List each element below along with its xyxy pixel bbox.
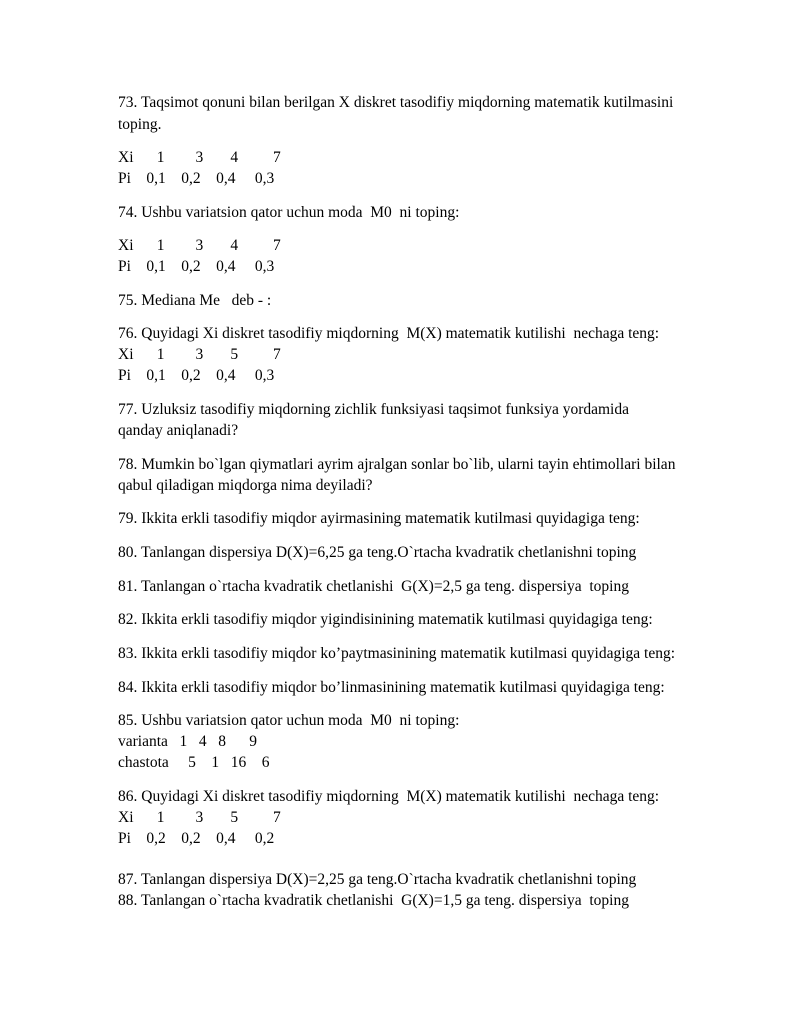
question-82-text: 82. Ikkita erkli tasodifiy miqdor yigindisinining matematik kutilmasi quyidagiga teng: [118,611,653,628]
question-88-text: 88. Tanlangan o`rtacha kvadratik chetlanishi G(X)=1,5 ga teng. dispersiya toping [118,892,629,909]
question-73-text-cont: toping. [118,116,162,133]
question-85-text: 85. Ushbu variatsion qator uchun moda M0 ni toping: [118,712,460,729]
question-76-text: 76. Quyidagi Xi diskret tasodifiy miqdorning M(X) matematik kutilishi nechaga teng: [118,325,660,342]
question-77-text: 77. Uzluksiz tasodifiy miqdorning zichlik funksiyasi taqsimot funksiya yordamida [118,401,629,418]
question-74-text: 74. Ushbu variatsion qator uchun moda M0 ni toping: [118,204,460,221]
question-75-text: 75. Mediana Me deb - : [118,292,272,309]
table-85-chastota-row: chastota 5 1 16 6 [118,754,270,771]
table-76-pi-row: Pi 0,1 0,2 0,4 0,3 [118,367,275,384]
table-73-pi-row: Pi 0,1 0,2 0,4 0,3 [118,170,275,187]
table-74-xi-row: Xi 1 3 4 7 [118,237,281,254]
table-86-xi-row: Xi 1 3 5 7 [118,809,281,826]
question-84-text: 84. Ikkita erkli tasodifiy miqdor bo’linmasinining matematik kutilmasi quyidagiga teng: [118,679,665,696]
question-80-text: 80. Tanlangan dispersiya D(X)=6,25 ga teng.O`rtacha kvadratik chetlanishni toping [118,544,637,561]
question-77-text-cont: qanday aniqlanadi? [118,422,239,439]
question-83-text: 83. Ikkita erkli tasodifiy miqdor ko’paytmasinining matematik kutilmasi quyidagiga teng: [118,645,676,662]
question-79-text: 79. Ikkita erkli tasodifiy miqdor ayirmasining matematik kutilmasi quyidagiga teng: [118,510,640,527]
table-73-xi-row: Xi 1 3 4 7 [118,149,281,166]
table-85-varianta-row: varianta 1 4 8 9 [118,733,258,750]
question-81-text: 81. Tanlangan o`rtacha kvadratik chetlanishi G(X)=2,5 ga teng. dispersiya toping [118,578,629,595]
question-86-text: 86. Quyidagi Xi diskret tasodifiy miqdorning M(X) matematik kutilishi nechaga teng: [118,788,660,805]
question-73-text: 73. Taqsimot qonuni bilan berilgan X diskret tasodifiy miqdorning matematik kutilmasini [118,94,674,111]
table-86-pi-row: Pi 0,2 0,2 0,4 0,2 [118,830,275,847]
table-74-pi-row: Pi 0,1 0,2 0,4 0,3 [118,258,275,275]
question-87-text: 87. Tanlangan dispersiya D(X)=2,25 ga teng.O`rtacha kvadratik chetlanishni toping [118,871,637,888]
question-78-text: 78. Mumkin bo`lgan qiymatlari ayrim ajralgan sonlar bo`lib, ularni tayin ehtimollari bilan [118,456,676,473]
question-78-text-cont: qabul qiladigan miqdorga nima deyiladi? [118,477,373,494]
table-76-xi-row: Xi 1 3 5 7 [118,346,281,363]
